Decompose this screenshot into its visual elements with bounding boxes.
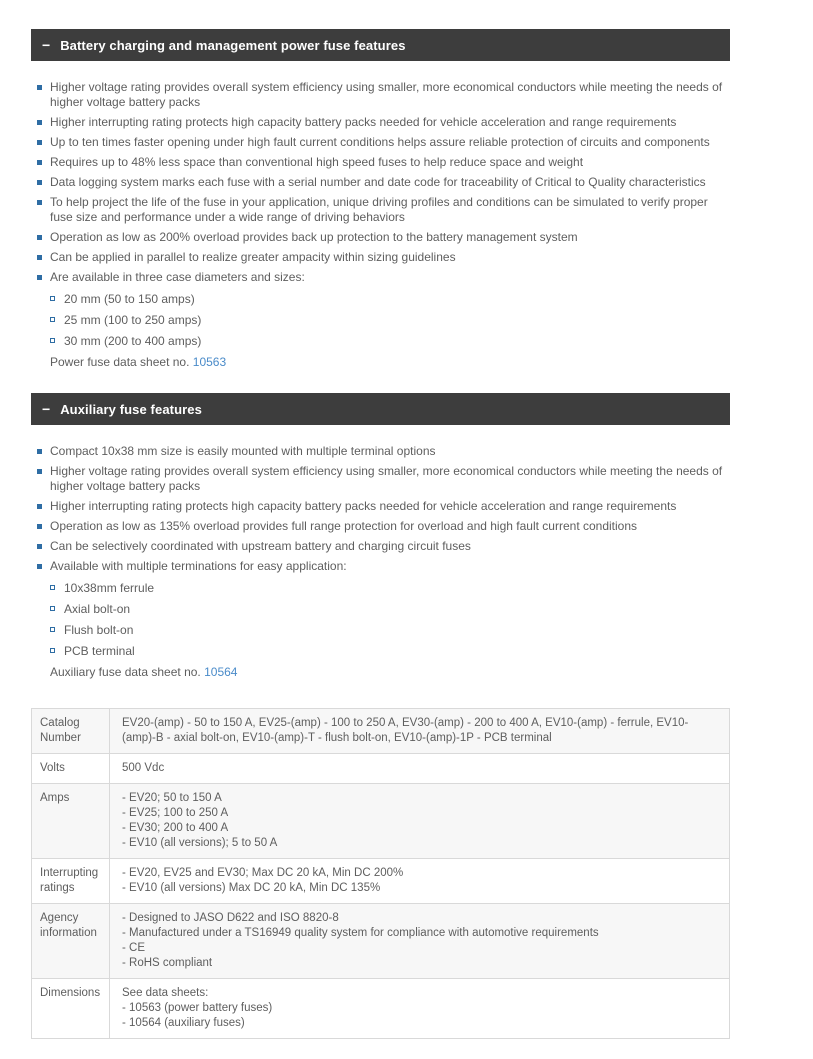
bullet-item <box>31 230 730 245</box>
bullet-list <box>31 444 730 574</box>
collapse-minus-icon[interactable]: − <box>42 37 51 53</box>
spec-label: Amps <box>32 784 110 859</box>
spec-value-line: - Designed to JASO D622 and ISO 8820-8 <box>122 912 339 924</box>
table-row <box>32 859 730 904</box>
spec-value <box>110 904 730 979</box>
spec-value-line: - 10564 (auxiliary fuses) <box>122 1017 245 1029</box>
spec-label: Catalog Number <box>32 709 110 754</box>
spec-value-line: - Manufactured under a TS16949 quality system for compliance with automotive requirements <box>122 927 599 939</box>
spec-label: Dimensions <box>32 979 110 1039</box>
datasheet-link[interactable]: 10563 <box>192 355 227 369</box>
spec-label: Volts <box>32 754 110 784</box>
bullet-list <box>31 80 730 285</box>
spec-value-line: - EV30; 200 to 400 A <box>122 822 229 834</box>
datasheet-text: Auxiliary fuse data sheet no. <box>50 665 205 679</box>
sub-bullet-item <box>31 581 730 596</box>
sub-bullet-item <box>31 334 730 349</box>
datasheet-line <box>31 665 730 680</box>
spec-value-line: - EV25; 100 to 250 A <box>122 807 229 819</box>
spec-value <box>110 709 730 754</box>
square-bullet-icon <box>37 255 42 260</box>
bullet-item <box>31 519 730 534</box>
bullet-item <box>31 499 730 514</box>
bullet-item <box>31 250 730 265</box>
spec-table <box>31 708 730 1039</box>
bullet-text: Requires up to 48% less space than conventional high speed fuses to help reduce space and weight <box>50 155 584 169</box>
bullet-item <box>31 175 730 190</box>
hollow-square-bullet-icon <box>50 296 55 301</box>
hollow-square-bullet-icon <box>50 606 55 611</box>
bullet-item <box>31 559 730 574</box>
square-bullet-icon <box>37 140 42 145</box>
datasheet-line <box>31 355 730 370</box>
spec-value-line: - RoHS compliant <box>122 957 213 969</box>
spec-label: Agency information <box>32 904 110 979</box>
spec-value-line: 500 Vdc <box>122 762 165 774</box>
bullet-text: Higher interrupting rating protects high capacity battery packs needed for vehicle acceleration and range requirements <box>50 115 677 129</box>
sections-host <box>31 29 730 680</box>
bullet-text: To help project the life of the fuse in your application, unique driving profiles and conditions can be simulated to verify proper fuse size and performance under a wide range of driving behaviors <box>50 195 708 224</box>
bullet-text: Can be selectively coordinated with upstream battery and charging circuit fuses <box>50 539 471 553</box>
bullet-text: Higher voltage rating provides overall system efficiency using smaller, more economical conductors while meeting the needs of higher voltage battery packs <box>50 80 723 109</box>
spec-label: Interrupting ratings <box>32 859 110 904</box>
square-bullet-icon <box>37 544 42 549</box>
sub-bullet-text: 25 mm (100 to 250 amps) <box>64 313 202 327</box>
feature-section <box>31 393 730 680</box>
feature-section <box>31 29 730 370</box>
square-bullet-icon <box>37 275 42 280</box>
sub-bullet-item <box>31 623 730 638</box>
sub-bullet-item <box>31 292 730 307</box>
bullet-item <box>31 539 730 554</box>
spec-value-line: - EV10 (all versions) Max DC 20 kA, Min DC 135% <box>122 882 381 894</box>
hollow-square-bullet-icon <box>50 338 55 343</box>
bullet-text: Can be applied in parallel to realize greater ampacity within sizing guidelines <box>50 250 456 264</box>
square-bullet-icon <box>37 120 42 125</box>
bullet-item <box>31 155 730 170</box>
spec-value-line: - EV20, EV25 and EV30; Max DC 20 kA, Min DC 200% <box>122 867 404 879</box>
sub-bullet-text: Axial bolt-on <box>64 602 131 616</box>
bullet-text: Are available in three case diameters and sizes: <box>50 270 305 284</box>
square-bullet-icon <box>37 524 42 529</box>
bullet-text: Operation as low as 135% overload provides full range protection for overload and high fault current conditions <box>50 519 638 533</box>
sub-bullet-item <box>31 644 730 659</box>
bullet-item <box>31 115 730 130</box>
bullet-item <box>31 195 730 225</box>
sub-bullet-text: 30 mm (200 to 400 amps) <box>64 334 202 348</box>
bullet-text: Data logging system marks each fuse with a serial number and date code for traceability of Critical to Quality characteristics <box>50 175 706 189</box>
spec-value-line: EV20-(amp) - 50 to 150 A, EV25-(amp) - 100 to 250 A, EV30-(amp) - 200 to 400 A, EV10-(amp) - ferrule, EV10-(amp)-B - axial bolt-on, EV10-(amp)-T - flush bolt-on, EV10-(amp)-1P - PCB terminal <box>122 717 689 744</box>
sub-bullet-list <box>31 292 730 349</box>
datasheet-link[interactable]: 10564 <box>204 665 238 679</box>
datasheet-text: Power fuse data sheet no. <box>50 355 193 369</box>
square-bullet-icon <box>37 235 42 240</box>
bullet-text: Available with multiple terminations for easy application: <box>50 559 347 573</box>
spec-value <box>110 979 730 1039</box>
spec-value-line: - EV10 (all versions); 5 to 50 A <box>122 837 278 849</box>
section-title: Auxiliary fuse features <box>60 401 202 417</box>
table-row <box>32 979 730 1039</box>
square-bullet-icon <box>37 180 42 185</box>
square-bullet-icon <box>37 85 42 90</box>
spec-table-body <box>32 709 730 1039</box>
square-bullet-icon <box>37 564 42 569</box>
bullet-item <box>31 270 730 285</box>
spec-value-line: - CE <box>122 942 145 954</box>
bullet-text: Compact 10x38 mm size is easily mounted with multiple terminal options <box>50 444 436 458</box>
square-bullet-icon <box>37 469 42 474</box>
bullet-text: Higher interrupting rating protects high capacity battery packs needed for vehicle acceleration and range requirements <box>50 499 677 513</box>
square-bullet-icon <box>37 200 42 205</box>
bullet-text: Operation as low as 200% overload provides back up protection to the battery management system <box>50 230 578 244</box>
bullet-text: Higher voltage rating provides overall system efficiency using smaller, more economical conductors while meeting the needs of higher voltage battery packs <box>50 464 723 493</box>
table-row <box>32 784 730 859</box>
sub-bullet-text: PCB terminal <box>64 644 135 658</box>
bullet-item <box>31 444 730 459</box>
sub-bullet-text: Flush bolt-on <box>64 623 134 637</box>
square-bullet-icon <box>37 504 42 509</box>
hollow-square-bullet-icon <box>50 317 55 322</box>
table-row <box>32 754 730 784</box>
bullet-item <box>31 464 730 494</box>
square-bullet-icon <box>37 449 42 454</box>
bullet-item <box>31 135 730 150</box>
hollow-square-bullet-icon <box>50 627 55 632</box>
spec-value-line: See data sheets: <box>122 987 209 999</box>
section-header-bar[interactable] <box>31 393 730 425</box>
bullet-item <box>31 80 730 110</box>
sub-bullet-item <box>31 602 730 617</box>
section-title: Battery charging and management power fuse features <box>60 37 406 53</box>
spec-value <box>110 859 730 904</box>
spec-value-line: - 10563 (power battery fuses) <box>122 1002 273 1014</box>
collapse-minus-icon[interactable]: − <box>42 401 51 417</box>
sub-bullet-text: 20 mm (50 to 150 amps) <box>64 292 195 306</box>
hollow-square-bullet-icon <box>50 648 55 653</box>
hollow-square-bullet-icon <box>50 585 55 590</box>
sub-bullet-list <box>31 581 730 659</box>
content <box>31 29 730 1039</box>
table-row <box>32 904 730 979</box>
spec-value-line: - EV20; 50 to 150 A <box>122 792 222 804</box>
spec-value <box>110 784 730 859</box>
section-header-bar[interactable] <box>31 29 730 61</box>
sub-bullet-text: 10x38mm ferrule <box>64 581 155 595</box>
spec-value <box>110 754 730 784</box>
table-row <box>32 709 730 754</box>
sub-bullet-item <box>31 313 730 328</box>
square-bullet-icon <box>37 160 42 165</box>
bullet-text: Up to ten times faster opening under high fault current conditions helps assure reliable protection of circuits and components <box>50 135 710 149</box>
